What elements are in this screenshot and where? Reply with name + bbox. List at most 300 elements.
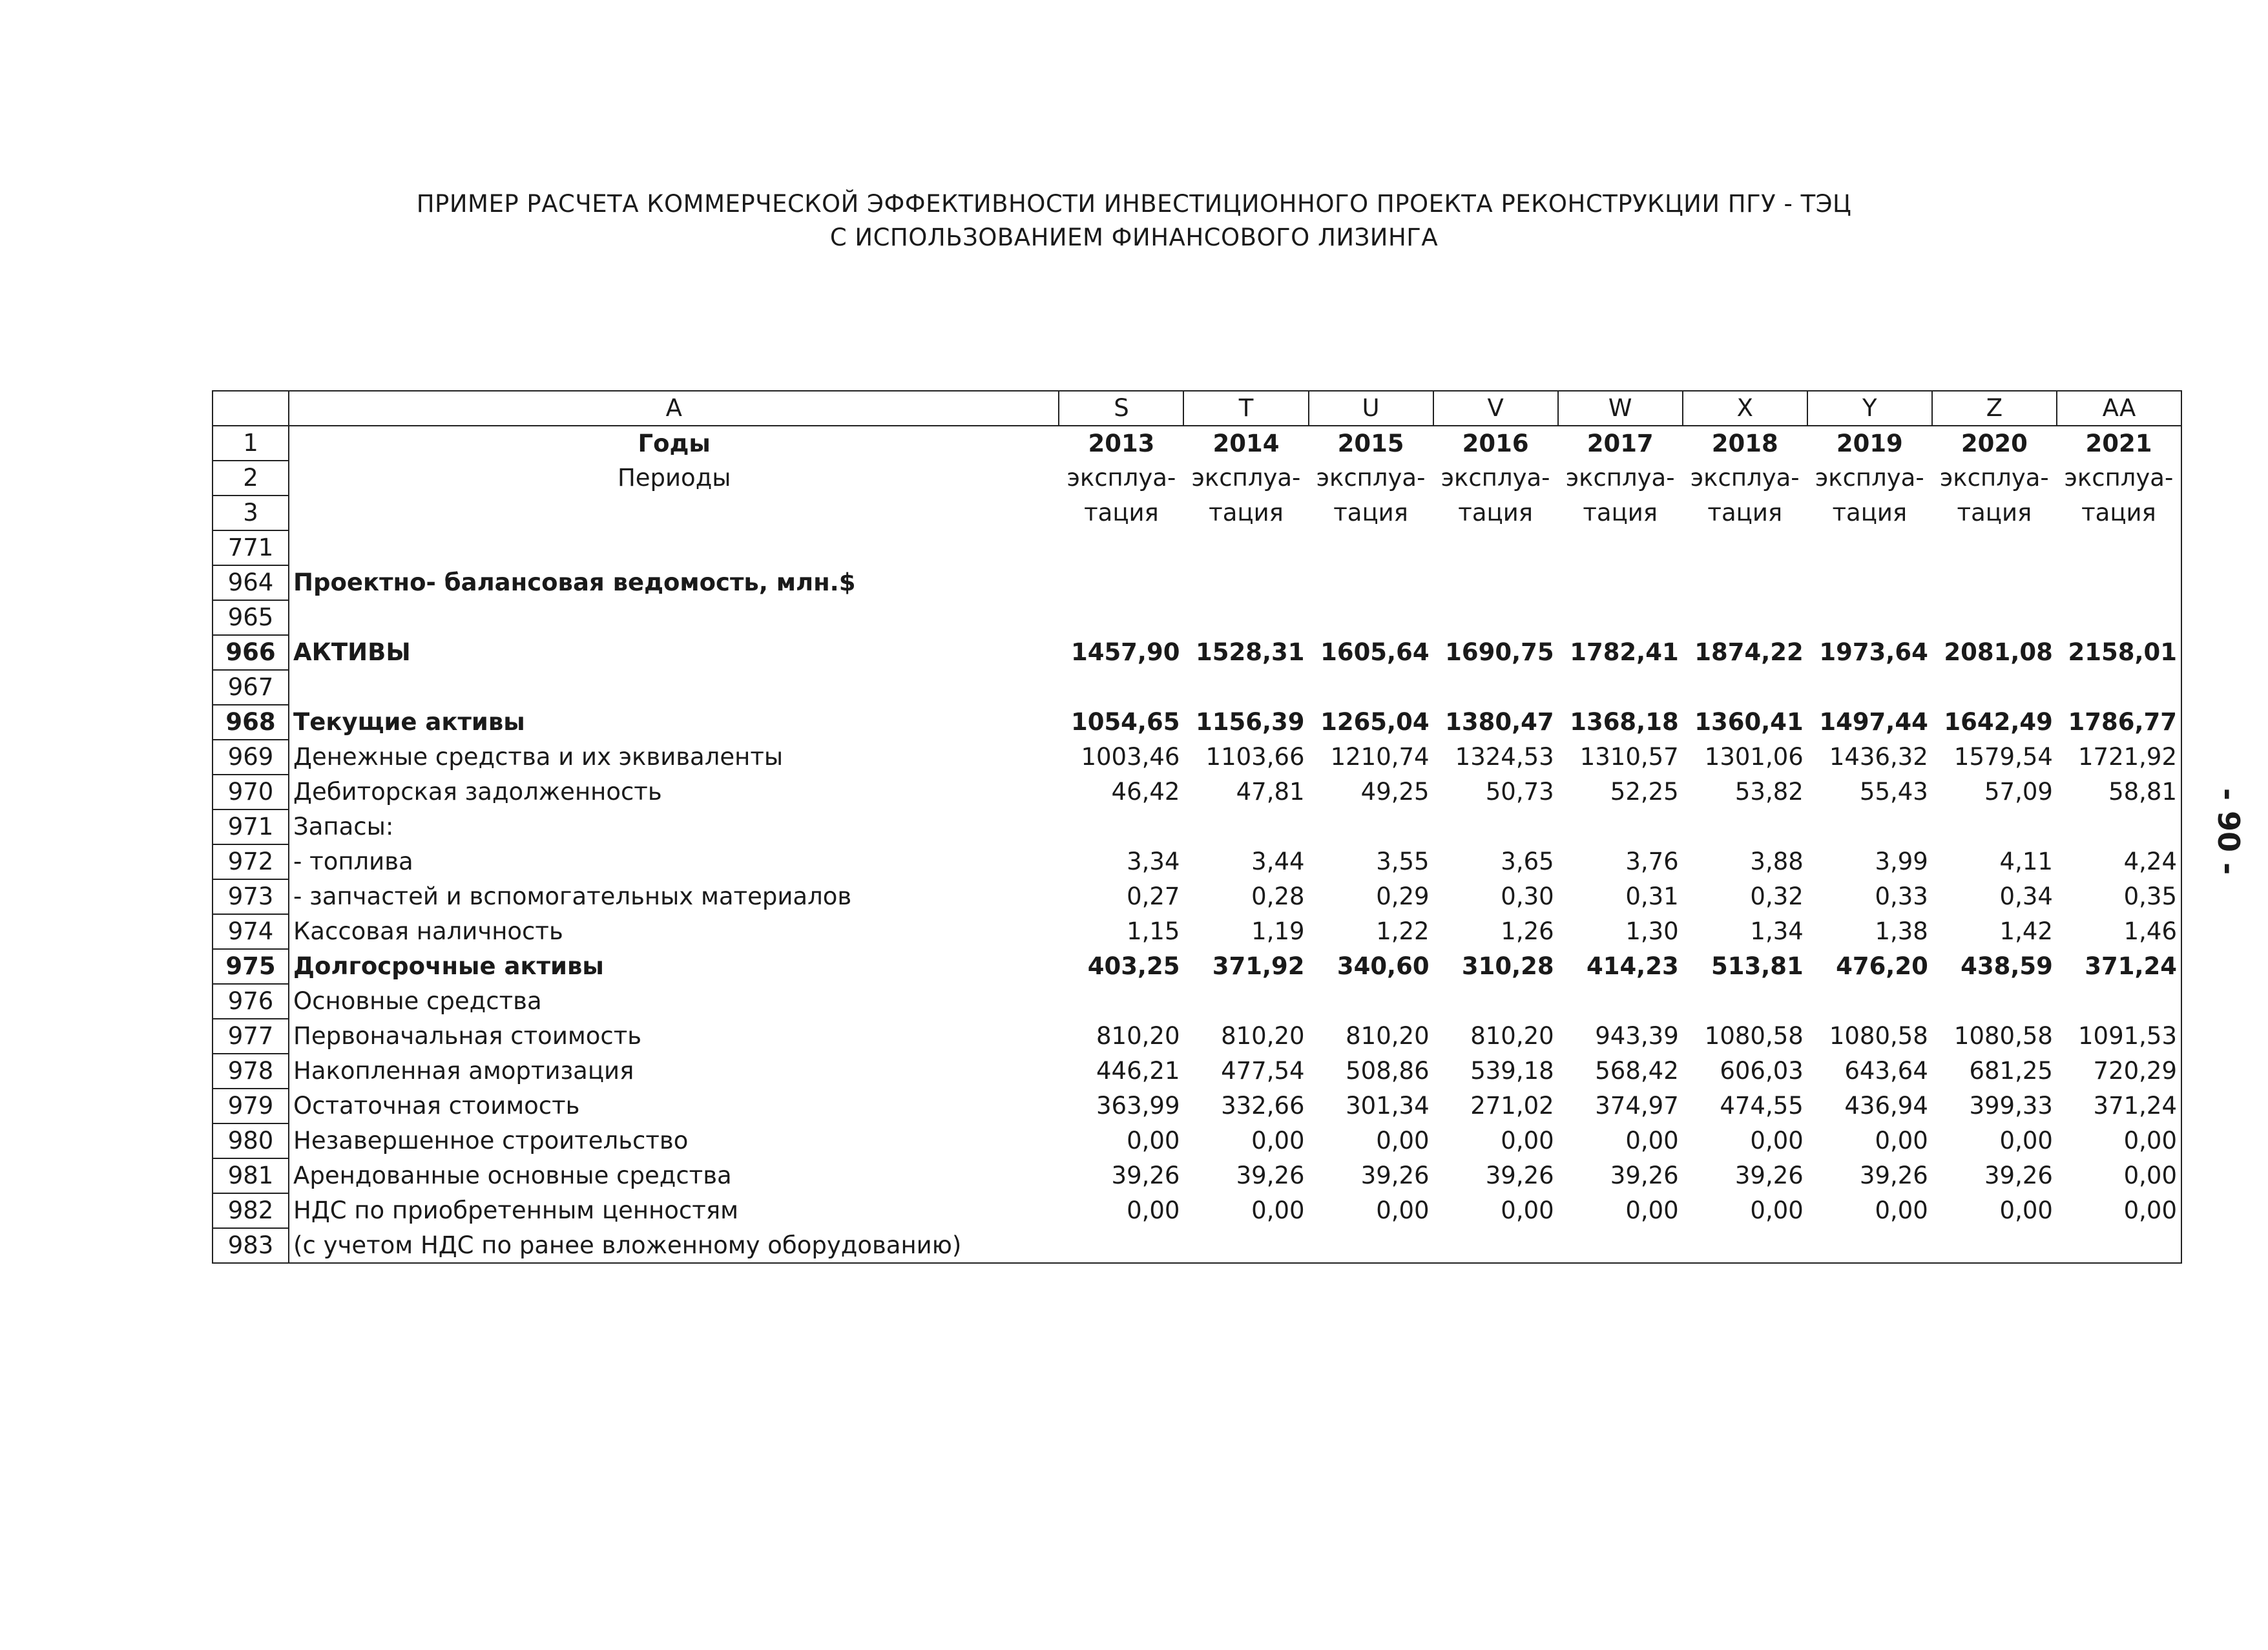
title-line-1: ПРИМЕР РАСЧЕТА КОММЕРЧЕСКОЙ ЭФФЕКТИВНОСТИ ИНВЕСТИЦИОННОГО ПРОЕКТА РЕКОНСТРУКЦИИ ПГУ - ТЭЦ — [416, 190, 1852, 218]
value-cell: 3,88 — [1750, 848, 1804, 875]
value-cell: 0,00 — [1376, 1127, 1430, 1154]
value-cell — [1059, 809, 1183, 844]
value-cell — [1558, 670, 1683, 705]
value-cell: 1103,66 — [1205, 743, 1305, 771]
value-cell — [1683, 600, 1807, 635]
value-cell: 0,33 — [1875, 882, 1928, 910]
value-cell — [1558, 565, 1683, 600]
value-cell — [1309, 565, 1433, 600]
value-cell: 1054,65 — [1070, 708, 1180, 736]
value-cell — [1309, 670, 1433, 705]
title-line-2: С ИСПОЛЬЗОВАНИЕМ ФИНАНСОВОГО ЛИЗИНГА — [829, 224, 1439, 251]
value-cell: 0,31 — [1625, 882, 1679, 910]
row-label: Накопленная амортизация — [289, 1054, 1059, 1089]
table-row — [213, 1228, 2181, 1263]
value-cell — [1309, 1228, 1433, 1263]
value-cell: 0,00 — [1625, 1196, 1679, 1224]
value-cell: 508,86 — [1346, 1057, 1430, 1085]
value-cell: 39,26 — [1485, 1162, 1554, 1189]
value-cell — [1309, 600, 1433, 635]
value-cell: 1973,64 — [1819, 638, 1928, 666]
row-label: Проектно- балансовая ведомость, млн.$ — [289, 565, 1059, 600]
value-cell — [1807, 1228, 1932, 1263]
row-number: 967 — [213, 670, 289, 705]
value-cell: 2013 — [1088, 429, 1155, 457]
row-number: 983 — [213, 1228, 289, 1263]
value-cell: 513,81 — [1711, 952, 1804, 980]
value-cell: 1874,22 — [1694, 638, 1804, 666]
value-cell: 0,00 — [1251, 1127, 1305, 1154]
value-cell — [1932, 1228, 2057, 1263]
table-row — [213, 496, 2181, 530]
column-letter: U — [1309, 391, 1433, 426]
value-cell: 0,35 — [2057, 879, 2181, 914]
table-row — [213, 879, 2181, 914]
table-row — [213, 740, 2181, 775]
row-label: Кассовая наличность — [289, 914, 1059, 949]
value-cell: 0,00 — [1875, 1127, 1928, 1154]
row-number: 982 — [213, 1193, 289, 1228]
value-cell: 810,20 — [1346, 1022, 1430, 1050]
value-cell: 0,00 — [1501, 1127, 1554, 1154]
value-cell: эксплуа- — [1191, 464, 1301, 492]
value-cell — [1683, 530, 1807, 565]
row-number: 974 — [213, 914, 289, 949]
value-cell: 1,19 — [1251, 917, 1305, 945]
value-cell: 3,76 — [1625, 848, 1679, 875]
value-cell: 0,34 — [1999, 882, 2053, 910]
value-cell: 39,26 — [1734, 1162, 1804, 1189]
value-cell — [1059, 984, 1183, 1019]
value-cell — [1433, 670, 1558, 705]
value-cell — [1558, 530, 1683, 565]
value-cell: 1721,92 — [2057, 740, 2181, 775]
value-cell: 2014 — [1212, 429, 1280, 457]
value-cell: 1091,53 — [2057, 1019, 2181, 1054]
value-cell: 340,60 — [1337, 952, 1430, 980]
value-cell: 1,46 — [2057, 914, 2181, 949]
value-cell — [1183, 670, 1308, 705]
value-cell: 1497,44 — [1819, 708, 1928, 736]
value-cell — [1683, 1228, 1807, 1263]
value-cell: 1080,58 — [1704, 1022, 1804, 1050]
value-cell: 568,42 — [1595, 1057, 1679, 1085]
row-number: 1 — [213, 426, 289, 461]
value-cell: 3,34 — [1127, 848, 1180, 875]
balance-sheet-table — [212, 390, 2182, 1264]
value-cell: 2017 — [1587, 429, 1654, 457]
value-cell: 47,81 — [1236, 778, 1305, 806]
value-cell: тация — [1458, 499, 1533, 527]
column-letter: X — [1683, 391, 1807, 426]
value-cell — [2057, 670, 2181, 705]
value-cell — [1309, 530, 1433, 565]
row-label: Текущие активы — [289, 705, 1059, 740]
value-cell: 2158,01 — [2057, 635, 2181, 670]
row-number: 972 — [213, 844, 289, 879]
value-cell: 0,27 — [1127, 882, 1180, 910]
row-label: - запчастей и вспомогательных материалов — [289, 879, 1059, 914]
value-cell: 476,20 — [1836, 952, 1928, 980]
value-cell — [2057, 530, 2181, 565]
value-cell — [1683, 565, 1807, 600]
value-cell: 606,03 — [1720, 1057, 1804, 1085]
row-label: Основные средства — [289, 984, 1059, 1019]
value-cell: 0,30 — [1501, 882, 1554, 910]
value-cell: 2018 — [1711, 429, 1778, 457]
value-cell: эксплуа- — [1940, 464, 2049, 492]
table-row — [213, 775, 2181, 809]
value-cell — [1807, 530, 1932, 565]
value-cell: 1,15 — [1127, 917, 1180, 945]
value-cell — [1309, 809, 1433, 844]
table-row — [213, 949, 2181, 984]
value-cell: 1786,77 — [2057, 705, 2181, 740]
value-cell: 0,00 — [2057, 1158, 2181, 1193]
value-cell: 0,00 — [1999, 1196, 2053, 1224]
value-cell: 374,97 — [1595, 1092, 1679, 1120]
column-header-row — [213, 391, 2181, 426]
table-row — [213, 1054, 2181, 1089]
document-title — [0, 187, 2268, 255]
value-cell — [1807, 809, 1932, 844]
value-cell: эксплуа- — [1441, 464, 1550, 492]
value-cell: эксплуа- — [2057, 461, 2181, 496]
row-number: 971 — [213, 809, 289, 844]
row-number: 980 — [213, 1123, 289, 1158]
value-cell: 2021 — [2057, 426, 2181, 461]
value-cell — [1558, 1228, 1683, 1263]
value-cell: 332,66 — [1221, 1092, 1305, 1120]
value-cell: 52,25 — [1610, 778, 1679, 806]
value-cell: 436,94 — [1844, 1092, 1928, 1120]
value-cell: 2020 — [1961, 429, 2028, 457]
table-row — [213, 530, 2181, 565]
row-label — [289, 670, 1059, 705]
value-cell: 1,30 — [1625, 917, 1679, 945]
value-cell: тация — [1583, 499, 1658, 527]
value-cell: 399,33 — [1969, 1092, 2053, 1120]
value-cell: эксплуа- — [1815, 464, 1924, 492]
row-number: 977 — [213, 1019, 289, 1054]
value-cell: 1080,58 — [1829, 1022, 1928, 1050]
row-number: 981 — [213, 1158, 289, 1193]
value-cell: 1003,46 — [1081, 743, 1180, 771]
value-cell — [1932, 670, 2057, 705]
value-cell: 2016 — [1462, 429, 1529, 457]
table-row — [213, 1158, 2181, 1193]
value-cell: 720,29 — [2057, 1054, 2181, 1089]
value-cell — [1932, 600, 2057, 635]
value-cell: 0,00 — [1999, 1127, 2053, 1154]
row-number: 976 — [213, 984, 289, 1019]
table-row — [213, 1193, 2181, 1228]
value-cell: 46,42 — [1111, 778, 1180, 806]
value-cell: 0,00 — [1127, 1127, 1180, 1154]
value-cell — [1932, 530, 2057, 565]
table-row — [213, 844, 2181, 879]
corner-cell — [213, 391, 289, 426]
table-row — [213, 809, 2181, 844]
row-label: Незавершенное строительство — [289, 1123, 1059, 1158]
value-cell — [1932, 809, 2057, 844]
column-letter: W — [1558, 391, 1683, 426]
row-label: Запасы: — [289, 809, 1059, 844]
value-cell: тация — [1957, 499, 2032, 527]
value-cell — [1183, 565, 1308, 600]
row-label: - топлива — [289, 844, 1059, 879]
value-cell — [1059, 670, 1183, 705]
value-cell: 3,99 — [1875, 848, 1928, 875]
value-cell — [1433, 984, 1558, 1019]
value-cell — [1059, 1228, 1183, 1263]
value-cell — [1683, 984, 1807, 1019]
value-cell: 1690,75 — [1445, 638, 1554, 666]
value-cell: 0,28 — [1251, 882, 1305, 910]
value-cell: 0,00 — [2057, 1123, 2181, 1158]
value-cell: 2019 — [1836, 429, 1903, 457]
column-letter: Z — [1932, 391, 2057, 426]
value-cell — [1183, 809, 1308, 844]
row-number: 771 — [213, 530, 289, 565]
value-cell — [1433, 600, 1558, 635]
value-cell — [1558, 600, 1683, 635]
value-cell: тация — [1832, 499, 1908, 527]
value-cell: 310,28 — [1461, 952, 1554, 980]
value-cell: 1380,47 — [1445, 708, 1554, 736]
value-cell — [1558, 809, 1683, 844]
value-cell: 1,22 — [1376, 917, 1430, 945]
row-number: 970 — [213, 775, 289, 809]
value-cell: 363,99 — [1096, 1092, 1180, 1120]
value-cell: тация — [1209, 499, 1284, 527]
value-cell — [2057, 1228, 2181, 1263]
value-cell: 681,25 — [1969, 1057, 2053, 1085]
row-number: 979 — [213, 1089, 289, 1123]
value-cell: эксплуа- — [1316, 464, 1426, 492]
value-cell — [1807, 670, 1932, 705]
row-label: Остаточная стоимость — [289, 1089, 1059, 1123]
row-number: 966 — [213, 635, 289, 670]
row-label: Денежные средства и их эквиваленты — [289, 740, 1059, 775]
value-cell — [1433, 1228, 1558, 1263]
value-cell: 1310,57 — [1579, 743, 1679, 771]
value-cell: 1457,90 — [1070, 638, 1180, 666]
value-cell: 371,24 — [2057, 1089, 2181, 1123]
table-row — [213, 670, 2181, 705]
value-cell: 474,55 — [1720, 1092, 1804, 1120]
table-row — [213, 1019, 2181, 1054]
row-label — [289, 496, 1059, 530]
value-cell — [1433, 565, 1558, 600]
value-cell: 810,20 — [1221, 1022, 1305, 1050]
table-row — [213, 635, 2181, 670]
value-cell: 39,26 — [1236, 1162, 1305, 1189]
column-letter: Y — [1807, 391, 1932, 426]
column-letter: V — [1433, 391, 1558, 426]
value-cell: 539,18 — [1470, 1057, 1554, 1085]
row-label: Долгосрочные активы — [289, 949, 1059, 984]
value-cell: эксплуа- — [1066, 464, 1176, 492]
value-cell: 403,25 — [1087, 952, 1180, 980]
row-number: 973 — [213, 879, 289, 914]
table-row — [213, 914, 2181, 949]
value-cell: 0,00 — [1251, 1196, 1305, 1224]
value-cell: 50,73 — [1485, 778, 1554, 806]
value-cell: 49,25 — [1360, 778, 1430, 806]
value-cell: 1436,32 — [1829, 743, 1928, 771]
value-cell: 39,26 — [1610, 1162, 1679, 1189]
row-number: 969 — [213, 740, 289, 775]
value-cell: 446,21 — [1096, 1057, 1180, 1085]
value-cell: 1,26 — [1501, 917, 1554, 945]
value-cell: 3,55 — [1376, 848, 1430, 875]
table-row — [213, 705, 2181, 740]
column-letter: A — [289, 391, 1059, 426]
value-cell — [1683, 809, 1807, 844]
value-cell — [1932, 984, 2057, 1019]
value-cell: 1579,54 — [1953, 743, 2053, 771]
value-cell: тация — [1084, 499, 1159, 527]
value-cell: тация — [1333, 499, 1408, 527]
value-cell: 414,23 — [1586, 952, 1679, 980]
value-cell — [1309, 984, 1433, 1019]
row-label: (с учетом НДС по ранее вложенному оборудованию) — [289, 1228, 1059, 1263]
row-label: Арендованные основные средства — [289, 1158, 1059, 1193]
row-number: 2 — [213, 461, 289, 496]
row-number: 975 — [213, 949, 289, 984]
value-cell: 0,00 — [1750, 1196, 1804, 1224]
value-cell — [1807, 565, 1932, 600]
column-letter: AA — [2057, 391, 2181, 426]
value-cell: эксплуа- — [1565, 464, 1675, 492]
value-cell: 39,26 — [1111, 1162, 1180, 1189]
column-letter: S — [1059, 391, 1183, 426]
value-cell: эксплуа- — [1690, 464, 1800, 492]
row-label: АКТИВЫ — [289, 635, 1059, 670]
value-cell — [1932, 565, 2057, 600]
value-cell: 810,20 — [1470, 1022, 1554, 1050]
value-cell: 2081,08 — [1944, 638, 2053, 666]
value-cell: 943,39 — [1595, 1022, 1679, 1050]
value-cell — [2057, 984, 2181, 1019]
value-cell — [1183, 600, 1308, 635]
value-cell — [1683, 670, 1807, 705]
value-cell: 1782,41 — [1570, 638, 1679, 666]
value-cell: тация — [2057, 496, 2181, 530]
column-letter: T — [1183, 391, 1308, 426]
value-cell: 0,00 — [1376, 1196, 1430, 1224]
value-cell: 1605,64 — [1320, 638, 1430, 666]
row-label — [289, 600, 1059, 635]
value-cell: 3,65 — [1501, 848, 1554, 875]
value-cell — [1059, 565, 1183, 600]
value-cell: 4,11 — [1999, 848, 2053, 875]
value-cell: 39,26 — [1984, 1162, 2053, 1189]
value-cell: 0,00 — [1127, 1196, 1180, 1224]
row-label: Периоды — [289, 461, 1059, 496]
value-cell: 1528,31 — [1196, 638, 1305, 666]
value-cell — [1807, 984, 1932, 1019]
value-cell: 4,24 — [2057, 844, 2181, 879]
value-cell — [1183, 984, 1308, 1019]
value-cell: 1156,39 — [1196, 708, 1305, 736]
value-cell — [1059, 530, 1183, 565]
value-cell — [1183, 530, 1308, 565]
value-cell — [2057, 565, 2181, 600]
row-number: 3 — [213, 496, 289, 530]
value-cell: 0,00 — [2057, 1193, 2181, 1228]
value-cell: 438,59 — [1961, 952, 2053, 980]
value-cell — [2057, 600, 2181, 635]
value-cell — [2057, 809, 2181, 844]
table-row — [213, 600, 2181, 635]
row-label: Годы — [289, 426, 1059, 461]
value-cell: 57,09 — [1984, 778, 2053, 806]
value-cell: тация — [1707, 499, 1783, 527]
value-cell: 55,43 — [1859, 778, 1928, 806]
value-cell: 1,38 — [1875, 917, 1928, 945]
value-cell: 1301,06 — [1704, 743, 1804, 771]
value-cell: 643,64 — [1844, 1057, 1928, 1085]
table-row — [213, 461, 2181, 496]
value-cell: 0,00 — [1750, 1127, 1804, 1154]
value-cell: 1324,53 — [1455, 743, 1554, 771]
value-cell — [1807, 600, 1932, 635]
value-cell: 2015 — [1337, 429, 1404, 457]
row-label: Первоначальная стоимость — [289, 1019, 1059, 1054]
value-cell: 477,54 — [1221, 1057, 1305, 1085]
value-cell: 1210,74 — [1330, 743, 1430, 771]
page-number: - 90 - — [2211, 788, 2246, 875]
row-number: 965 — [213, 600, 289, 635]
table-row — [213, 426, 2181, 461]
value-cell: 810,20 — [1096, 1022, 1180, 1050]
row-number: 964 — [213, 565, 289, 600]
value-cell: 1368,18 — [1570, 708, 1679, 736]
value-cell — [1059, 600, 1183, 635]
value-cell: 1,34 — [1750, 917, 1804, 945]
value-cell: 0,32 — [1750, 882, 1804, 910]
row-number: 968 — [213, 705, 289, 740]
row-label: Дебиторская задолженность — [289, 775, 1059, 809]
table-row — [213, 565, 2181, 600]
value-cell: 39,26 — [1859, 1162, 1928, 1189]
table-row — [213, 984, 2181, 1019]
row-number: 978 — [213, 1054, 289, 1089]
table-row — [213, 1123, 2181, 1158]
row-label — [289, 530, 1059, 565]
value-cell: 0,00 — [1501, 1196, 1554, 1224]
value-cell: 58,81 — [2057, 775, 2181, 809]
value-cell: 1360,41 — [1694, 708, 1804, 736]
value-cell: 371,92 — [1212, 952, 1305, 980]
value-cell: 1642,49 — [1944, 708, 2053, 736]
value-cell: 371,24 — [2057, 949, 2181, 984]
value-cell — [1433, 809, 1558, 844]
value-cell: 301,34 — [1346, 1092, 1430, 1120]
row-label: НДС по приобретенным ценностям — [289, 1193, 1059, 1228]
value-cell: 1265,04 — [1320, 708, 1430, 736]
table-row — [213, 1089, 2181, 1123]
value-cell: 3,44 — [1251, 848, 1305, 875]
value-cell: 0,00 — [1875, 1196, 1928, 1224]
value-cell — [1183, 1228, 1308, 1263]
value-cell: 271,02 — [1470, 1092, 1554, 1120]
value-cell: 0,00 — [1625, 1127, 1679, 1154]
value-cell: 1,42 — [1999, 917, 2053, 945]
value-cell: 1080,58 — [1953, 1022, 2053, 1050]
